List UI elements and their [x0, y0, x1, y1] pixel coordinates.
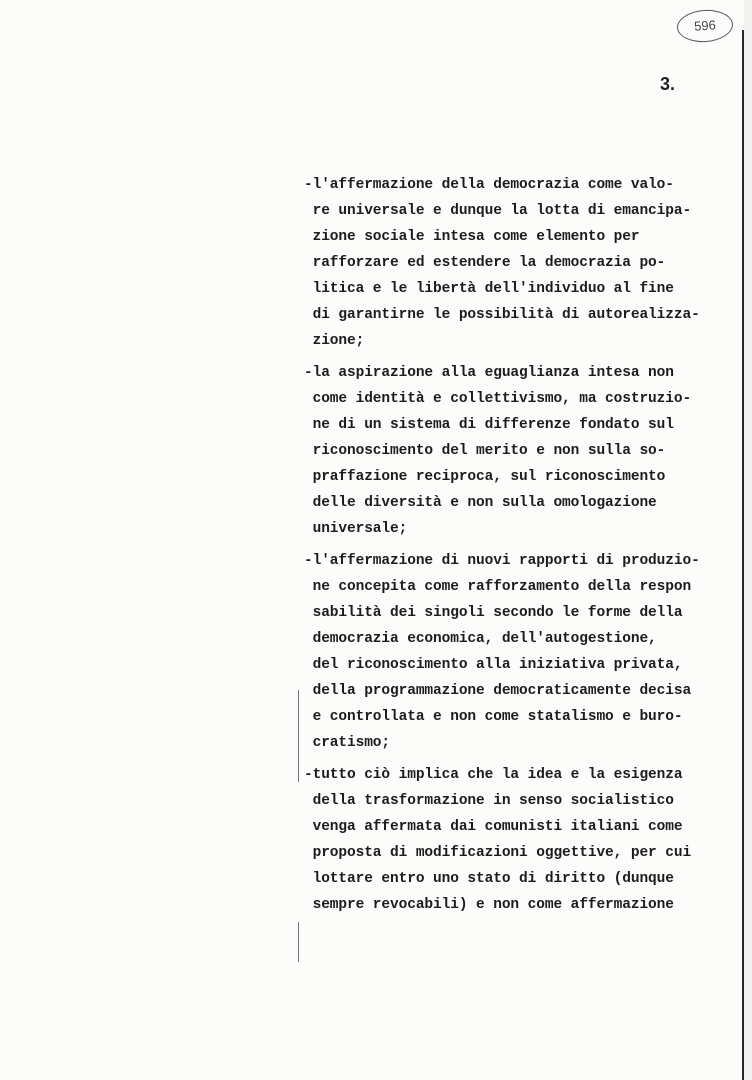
paragraph-4 — [304, 762, 734, 918]
text-line: -l'affermazione di nuovi rapporti di produzio- — [304, 553, 700, 569]
page-number: 3. — [660, 74, 676, 94]
text-line: litica e le libertà dell'individuo al fine — [304, 281, 674, 297]
text-line: della trasformazione in senso socialistico — [304, 793, 674, 809]
text-line: democrazia economica, dell'autogestione, — [304, 631, 657, 647]
text-line: -l'affermazione della democrazia come valo- — [304, 177, 674, 193]
page-edge-shadow — [742, 30, 744, 1080]
text-line: delle diversità e non sulla omologazione — [304, 495, 657, 511]
margin-annotation-line — [298, 690, 299, 782]
paragraph-1 — [304, 172, 734, 354]
text-line: zione; — [304, 333, 365, 349]
paragraph-2 — [304, 360, 734, 542]
text-line: proposta di modificazioni oggettive, per cui — [304, 845, 692, 861]
text-line: zione sociale intesa come elemento per — [304, 229, 640, 245]
text-line: rafforzare ed estendere la democrazia po- — [304, 255, 666, 271]
text-line: -tutto ciò implica che la idea e la esigenza — [304, 767, 683, 783]
text-line: del riconoscimento alla iniziativa privata, — [304, 657, 683, 673]
text-line: re universale e dunque la lotta di emancipa- — [304, 203, 692, 219]
text-line: come identità e collettivismo, ma costruzio- — [304, 391, 692, 407]
text-line: riconoscimento del merito e non sulla so- — [304, 443, 666, 459]
text-line: praffazione reciproca, sul riconoscimento — [304, 469, 666, 485]
text-line: cratismo; — [304, 735, 391, 751]
paragraph-3 — [304, 548, 734, 756]
text-line: e controllata e non come statalismo e buro- — [304, 709, 683, 725]
text-line: lottare entro uno stato di diritto (dunque — [304, 871, 674, 887]
text-line: sempre revocabili) e non come affermazione — [304, 897, 674, 913]
page-edge — [744, 0, 752, 1080]
text-line: della programmazione democraticamente decisa — [304, 683, 692, 699]
text-line: ne di un sistema di differenze fondato sul — [304, 417, 674, 433]
text-line: venga affermata dai comunisti italiani come — [304, 819, 683, 835]
text-line: sabilità dei singoli secondo le forme della — [304, 605, 683, 621]
document-body — [304, 172, 734, 918]
text-line: di garantirne le possibilità di autorealizza- — [304, 307, 700, 323]
text-line: universale; — [304, 521, 408, 537]
archive-number-stamp: 596 — [676, 8, 734, 44]
margin-annotation-line — [298, 922, 299, 962]
text-line: -la aspirazione alla eguaglianza intesa non — [304, 365, 674, 381]
text-line: ne concepita come rafforzamento della respon — [304, 579, 692, 595]
